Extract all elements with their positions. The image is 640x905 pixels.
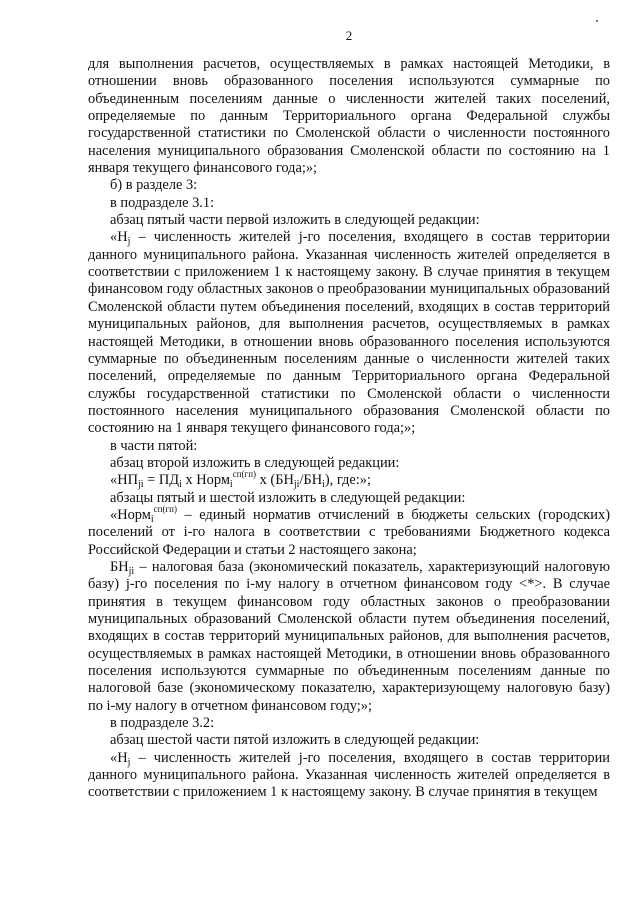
- text-segment: = ПД: [143, 472, 180, 489]
- text-segment: сп(гп): [153, 503, 177, 514]
- text-segment: i: [150, 513, 154, 525]
- paragraph-p3: в подразделе 3.1:: [110, 194, 215, 211]
- document-page: [88, 0, 610, 905]
- paragraph-p11: [88, 559, 610, 715]
- text-segment: ), где:»;: [324, 472, 371, 489]
- text-segment: – численность жителей j-го поселения, входящего в состав территории данного муниципального района. Указанная численность жителей определяется в соответствии с приложением 1 к настоящему закону. В случае принятия в текущем: [88, 749, 610, 801]
- text-segment: /БН: [299, 472, 323, 489]
- text-segment: «НП: [110, 472, 138, 489]
- scan-speck: [596, 20, 598, 22]
- paragraph-p10: [88, 503, 610, 559]
- paragraph-p7: абзац второй изложить в следующей редакции:: [110, 454, 400, 471]
- paragraph-p9: абзацы пятый и шестой изложить в следующей редакции:: [110, 489, 466, 506]
- paragraph-p8: [88, 469, 610, 491]
- text-segment: ji: [137, 479, 144, 491]
- paragraph-p4: абзац пятый части первой изложить в следующей редакции:: [110, 212, 480, 229]
- text-segment: i: [322, 479, 325, 491]
- text-segment: сп(гп): [232, 469, 257, 480]
- text-segment: ji: [293, 479, 300, 491]
- text-segment: ji: [128, 565, 135, 577]
- text-segment: «Н: [110, 229, 128, 246]
- paragraph-p1: для выполнения расчетов, осуществляемых в рамках настоящей Методики, в отношении вновь образованного поселения используются суммарные по объединенным поселениям данные о численности жителей таких поселений, определяемые по данным Территориального органа Федеральной службы государственной статистики по Смоленской области о численности постоянного населения муниципального образования Смоленской области по состоянию на 1 января текущего финансового года;»;: [88, 56, 610, 177]
- text-segment: х Норм: [181, 472, 230, 489]
- paragraph-p14: [88, 750, 610, 802]
- paragraph-p5: [88, 229, 610, 437]
- paragraph-p12: в подразделе 3.2:: [110, 715, 215, 732]
- text-segment: х (БН: [256, 472, 294, 489]
- text-segment: – налоговая база (экономический показатель, характеризующий налоговую базу) j-го поселения по i-му налогу в отчетном финансовом году <*>. В случае принятия в текущем финансовом году областных законов о преобразовании муниципальных образований Смоленской области путем объединения поселений, входящих в состав территорий муниципальных районов, для выполнения расчетов, осуществляемых в рамках настоящей Методики, в отношении вновь образованного поселения используются суммарные по объединенным поселениям данные по налоговой базе (экономическому показателю, характеризующему налоговую базу) по i-му налогу в отчетном финансовом году;»;: [88, 558, 610, 714]
- text-segment: «Н: [110, 749, 128, 766]
- text-segment: j: [127, 236, 131, 248]
- page-number: 2: [345, 28, 353, 43]
- text-segment: – численность жителей j-го поселения, входящего в состав территории данного муниципального района. Указанная численность жителей определяется в соответствии с приложением 1 к настоящему закону. В случае принятия в текущем финансовом году областных законов о преобразовании муниципальных образований Смоленской области путем объединения поселений, входящих в состав территорий муниципальных районов, для выполнения расчетов, осуществляемых в рамках настоящей Методики, в отношении вновь образованного поселения используются суммарные по объединенным поселениям данные о численности жителей таких поселений, определяемые по данным Территориального органа Федеральной службы государственной статистики по Смоленской области о численности постоянного населения муниципального образования Смоленской области по состоянию на 1 января текущего финансового года;»;: [88, 229, 610, 437]
- text-segment: j: [127, 756, 131, 768]
- text-segment: БН: [110, 558, 129, 575]
- text-segment: i: [229, 479, 233, 491]
- document-body: [88, 56, 610, 802]
- paragraph-p13: абзац шестой части пятой изложить в следующей редакции:: [110, 732, 480, 749]
- text-segment: «Норм: [110, 506, 151, 523]
- text-segment: – единый норматив отчислений в бюджеты сельских (городских) поселений от i-го налога в соответствии с требованиями Бюджетного кодекса Российской Федерации и статьи 2 настоящего закона;: [88, 506, 610, 558]
- paragraph-p6: в части пятой:: [110, 437, 198, 454]
- text-segment: i: [179, 479, 182, 491]
- paragraph-p2: б) в разделе 3:: [110, 177, 198, 194]
